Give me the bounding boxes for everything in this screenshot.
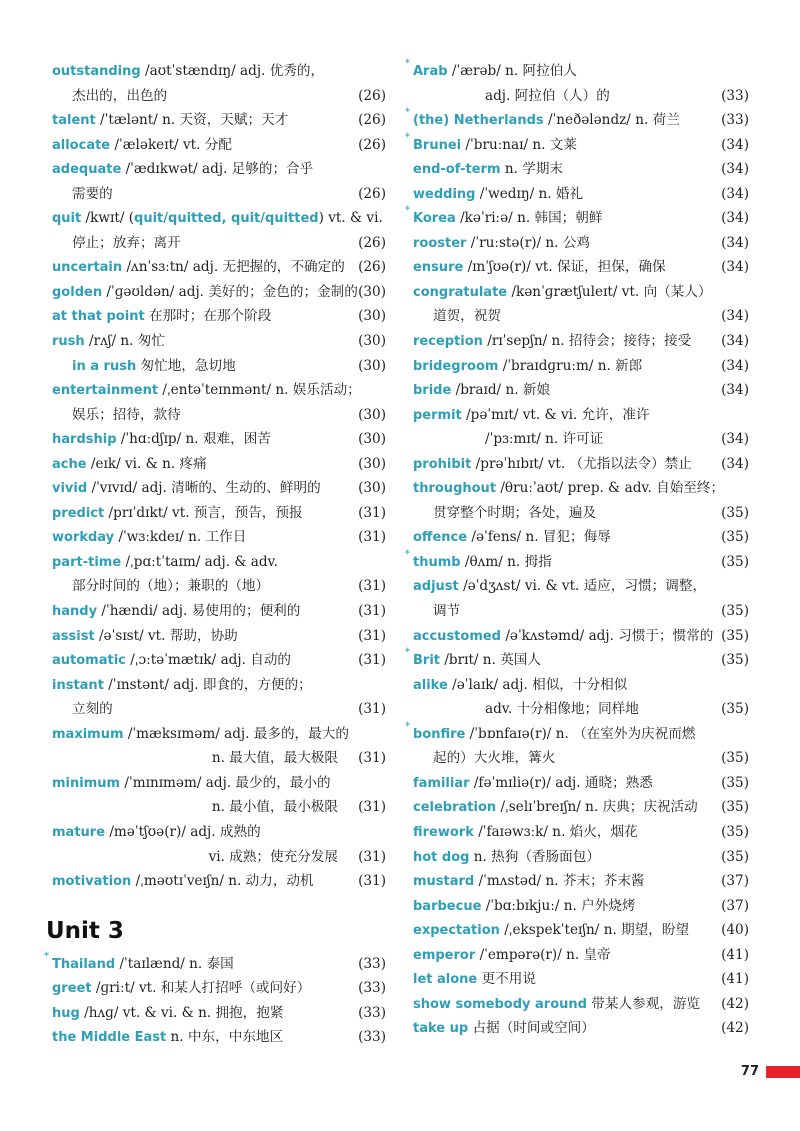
definition: 道贺，祝贺 [433,308,501,325]
definition: /ˈbraɪdɡruːm/ n. 新郎 [498,357,643,374]
definition: 贯穿整个时期；各处，遍及 [433,504,597,521]
definition: /ˈhændi/ adj. 易使用的；便利的 [97,603,301,620]
vocab-line [413,157,749,182]
headword: workday [52,530,115,546]
definition: /kwɪt/ ( [81,210,135,227]
vocab-line [52,329,386,354]
page-ref: (33) [358,1004,386,1021]
vocab-line [52,157,386,182]
asterisk-mark: * [44,950,49,962]
definition: vi. 成熟；使充分发展 [208,848,338,865]
headword: part-time [52,554,122,570]
definition: /eɪk/ vi. & n. 疼痛 [86,455,207,472]
vocab-line [52,722,386,747]
asterisk-mark: * [405,720,410,732]
definition: 杰出的，出色的 [72,87,168,104]
definition: 起的）大火堆，篝火 [433,750,556,767]
definition: 娱乐；招待，款待 [72,406,181,423]
definition: /fəˈmɪliə(r)/ adj. 通晓；熟悉 [469,774,653,791]
headword: Brit [413,653,440,669]
page-ref: (31) [358,750,386,767]
headword: maximum [52,726,124,742]
headword: mustard [413,874,475,890]
page-ref: (26) [358,185,386,202]
definition: 调节 [433,603,461,620]
page-ref: (37) [721,897,749,914]
definition: /ɪnˈʃʊə(r)/ vt. 保证，担保，确保 [463,259,666,276]
page-ref: (41) [721,971,749,988]
vocab-line [413,378,749,403]
definition: 占据（时间或空间） [468,1020,595,1037]
headword: permit [413,407,462,423]
headword: uncertain [52,260,123,276]
definition: /θʌm/ n. 拇指 [460,553,552,570]
definition: /prɪˈdɪkt/ vt. 预言，预告，预报 [104,504,303,521]
vocab-line [52,869,386,894]
headword: firework [413,824,474,840]
page-ref: (34) [721,136,749,153]
definition: /ˈbɑːbɪkjuː/ n. 户外烧烤 [481,897,636,914]
headword: Korea [413,211,456,227]
page-ref: (34) [721,259,749,276]
vocab-line [405,107,749,133]
vocab-line [413,354,749,379]
page-ref: (26) [358,234,386,251]
vocab-line [413,746,749,771]
vocab-line [52,648,386,673]
definition: /pəˈmɪt/ vt. & vi. 允许，准许 [461,406,650,423]
definition: /ˌekspekˈteɪʃn/ n. 期望，盼望 [499,922,690,939]
page-ref: (26) [358,87,386,104]
vocab-line [413,795,749,820]
definition: /rʌʃ/ n. 匆忙 [84,333,165,350]
page-ref: (33) [358,1029,386,1046]
vocab-line [413,673,749,698]
page-ref: (35) [721,848,749,865]
vocab-line [413,182,749,207]
definition: adv. 十分相像地；同样地 [485,701,639,718]
definition: /ˈruːstə(r)/ n. 公鸡 [466,234,591,251]
headword: celebration [413,800,497,816]
page-ref: (34) [721,333,749,350]
page-ref: (31) [358,701,386,718]
definition: /hʌɡ/ vt. & vi. & n. 拥抱，抱紧 [79,1004,284,1021]
unit-heading: Unit 3 [46,917,124,944]
definition: /ˈbɒnfaɪə(r)/ n. （在室外为庆祝而燃 [465,725,696,742]
definition: /ˈwedɪŋ/ n. 婚礼 [475,185,584,202]
definition: /ˌselɪˈbreɪʃn/ n. 庆典；庆祝活动 [496,799,698,816]
headword: let alone [413,972,478,988]
definition: /ˈæləkeɪt/ vt. 分配 [110,136,232,153]
vocab-line [413,624,749,649]
headword: Arab [413,64,448,79]
vocab-line [413,820,749,845]
definition: /prəˈhɪbɪt/ vt. （尤指以法令）禁止 [471,455,692,472]
vocab-line [413,427,749,452]
definition: /ɡriːt/ vt. 和某人打招呼（或问好） [91,980,311,997]
page-ref: (37) [721,873,749,890]
page-ref: (35) [721,603,749,620]
page-ref: (31) [358,529,386,546]
headword: take up [413,1021,469,1037]
definition: /əˈdʒʌst/ vi. & vt. 适应，习惯；调整， [458,578,707,595]
vocab-line [52,599,386,624]
headword: at that point [52,309,145,325]
headword: motivation [52,874,132,890]
vocab-line [52,525,386,550]
vocab-line [52,976,386,1001]
vocab-line [413,231,749,256]
vocab-line [413,574,749,599]
vocab-line [405,58,749,84]
vocab-line [52,476,386,501]
definition: n. 中东，中东地区 [166,1029,284,1046]
page-ref: (34) [721,357,749,374]
vocab-line [405,205,749,231]
headword: expectation [413,923,500,939]
page-ref: (35) [721,799,749,816]
definition: /ʌnˈsɜːtn/ adj. 无把握的，不确定的 [122,259,345,276]
vocab-line [413,84,749,109]
headword: allocate [52,137,111,153]
vocab-line [413,943,749,968]
vocab-line [52,820,386,845]
asterisk-mark: * [405,107,410,119]
headword: golden [52,284,103,300]
vocab-line [52,108,386,133]
vocab-line [413,501,749,526]
vocab-line [52,452,386,477]
definition: /əˈfens/ n. 冒犯；侮辱 [467,529,611,546]
definition: 匆忙地，急切地 [136,357,236,374]
page-ref: (26) [358,259,386,276]
headword: in a rush [72,358,137,374]
headword: hug [52,1005,80,1021]
page-ref: (30) [358,406,386,423]
vocab-line [52,1025,386,1050]
headword: entertainment [52,383,159,399]
definition: /ˌməʊtɪˈveɪʃn/ n. 动力，动机 [131,873,314,890]
page-ref: (42) [721,995,749,1012]
page-ref: (34) [721,185,749,202]
page-ref: (31) [358,799,386,816]
page-ref: (33) [358,980,386,997]
page-ref: (34) [721,234,749,251]
definition: /ˈbruːnaɪ/ n. 文莱 [461,136,577,153]
definition: /ˈmæksɪməm/ adj. 最多的，最大的 [123,725,349,742]
page-ref: (35) [721,750,749,767]
headword: rush [52,334,85,350]
definition: /ˈɪnstənt/ adj. 即食的，方便的； [103,676,312,693]
definition: /ˈtaɪlænd/ n. 泰国 [115,955,234,972]
vocab-line [52,231,386,256]
definition: n. 热狗（香肠面包） [469,848,600,865]
asterisk-mark: * [405,131,410,143]
vocab-line [413,869,749,894]
headword: talent [52,113,96,129]
headword: automatic [52,653,126,669]
page-ref: (30) [358,308,386,325]
page-ref: (35) [721,627,749,644]
headword: ensure [413,260,464,276]
headword: throughout [413,481,497,497]
headword: Thailand [52,956,116,972]
vocab-line [413,845,749,870]
vocab-line [413,697,749,722]
definition: /brɪt/ n. 英国人 [440,652,541,669]
definition: /ˈpɜːmɪt/ n. 许可证 [485,431,604,448]
definition: /ˈmʌstəd/ n. 芥末；芥末酱 [474,873,645,890]
headword: bride [413,383,452,399]
definition: n. 学期末 [500,161,564,178]
page-ref: (40) [721,922,749,939]
asterisk-mark: * [405,548,410,560]
vocab-line [52,845,386,870]
headword: end-of-term [413,162,501,178]
headword: show somebody around [413,996,587,1012]
headword: outstanding [52,64,141,79]
headword: prohibit [413,456,472,472]
page-ref: (30) [358,455,386,472]
definition: /θruːˈaʊt/ prep. & adv. 自始至终； [496,480,725,497]
headword: familiar [413,775,470,791]
definition: /ˈwɜːkdeɪ/ n. 工作日 [114,529,247,546]
vocab-line [52,697,386,722]
vocab-line [52,1001,386,1026]
vocab-line [52,84,386,109]
page-ref: (26) [358,136,386,153]
headword: accustomed [413,628,501,644]
vocab-line [405,548,749,575]
headword: bridegroom [413,358,499,374]
vocab-line [413,599,749,624]
vocab-line [52,427,386,452]
definition: adj. 阿拉伯（人）的 [485,87,610,104]
vocab-line [413,894,749,919]
definition: /əˈsɪst/ vt. 帮助，协助 [94,627,238,644]
headword: quit [52,211,82,227]
vocab-line [413,525,749,550]
page-ref: (31) [358,848,386,865]
definition: /ˈmɪnɪməm/ adj. 最少的，最小的 [120,774,331,791]
definition: /ˈtælənt/ n. 天资，天赋；天才 [95,112,289,129]
page-ref: (30) [358,333,386,350]
headword: mature [52,824,106,840]
page-ref: (35) [721,529,749,546]
page-ref: (31) [358,873,386,890]
definition: /kəˈriːə/ n. 韩国；朝鲜 [455,210,603,227]
definition: /ˈærəb/ n. 阿拉伯人 [447,63,577,79]
vocab-line [413,280,749,305]
page-ref: (35) [721,553,749,570]
vocab-line [413,1016,749,1041]
headword: predict [52,505,105,521]
page-ref: (31) [358,578,386,595]
definition: /braɪd/ n. 新娘 [451,382,551,399]
page-ref: (30) [358,431,386,448]
headword-forms: quit/quitted, quit/quitted [134,211,319,227]
vocab-line [52,354,386,379]
headword: rooster [413,235,467,251]
vocab-line [413,304,749,329]
vocab-line [52,206,386,231]
vocab-line [44,950,386,977]
definition: /ˌentəˈteɪnmənt/ n. 娱乐活动； [158,382,361,399]
definition: /ˌpɑːtˈtaɪm/ adj. & adv. [121,553,278,570]
vocab-line [413,967,749,992]
definition: /ˈfaɪəwɜːk/ n. 焰火，烟花 [473,823,638,840]
definition: /məˈtʃʊə(r)/ adj. 成熟的 [105,823,261,840]
page-ref: (34) [721,308,749,325]
vocab-line [405,647,749,673]
headword: adjust [413,579,459,595]
page-ref: (41) [721,946,749,963]
page-ref: (34) [721,455,749,472]
definition: /ˈempərə(r)/ n. 皇帝 [475,946,611,963]
definition: /əˈlaɪk/ adj. 相似，十分相似 [447,676,628,693]
page-ref: (31) [358,603,386,620]
definition: 部分时间的（地）；兼职的（地） [72,578,270,595]
page-ref: (35) [721,701,749,718]
definition: 在那时；在那个阶段 [144,308,272,325]
definition-tail: ) vt. & vi. [318,210,383,227]
headword: hot dog [413,849,470,865]
left-column [44,59,386,1050]
vocab-line [52,304,386,329]
definition: 立刻的 [72,701,113,718]
vocab-line [413,329,749,354]
definition: /əˈkʌstəmd/ adj. 习惯于；惯常的 [501,627,714,644]
page-ref: (33) [721,87,749,104]
headword: adequate [52,162,122,178]
vocab-line [413,918,749,943]
vocab-line [413,403,749,428]
page-ref: (34) [721,161,749,178]
headword: Brunei [413,137,462,153]
page-ref: (30) [358,283,386,300]
headword: (the) Netherlands [413,113,544,129]
vocab-line [413,255,749,280]
vocab-line [405,131,749,158]
page-ref: (30) [358,480,386,497]
headword: wedding [413,186,476,202]
vocab-line [52,574,386,599]
vocab-line [52,59,386,84]
page-ref: (31) [358,652,386,669]
headword: hardship [52,432,117,448]
vocab-line [413,476,749,501]
page-ref: (30) [358,357,386,374]
vocab-line [52,550,386,575]
vocab-line [405,720,749,747]
headword: bonfire [413,726,466,742]
definition: /ˈvɪvɪd/ adj. 清晰的、生动的、鲜明的 [87,480,321,497]
headword: instant [52,677,104,693]
vocab-line [52,403,386,428]
vocab-line [52,673,386,698]
page-ref: (34) [721,210,749,227]
page-ref: (42) [721,1020,749,1037]
vocab-line [52,746,386,771]
definition: 更不用说 [477,971,536,988]
vocab-line [52,255,386,280]
page-number: 77 [740,1064,759,1079]
page-ref: (33) [721,112,749,129]
definition: /ˈɡəʊldən/ adj. 美好的；金色的；金制的 [102,283,358,300]
headword: ache [52,456,87,472]
page-ref: (35) [721,823,749,840]
asterisk-mark: * [405,58,410,69]
vocab-line [52,795,386,820]
page-ref: (34) [721,431,749,448]
vocab-line [413,452,749,477]
definition: 带某人参观，游览 [586,995,701,1012]
vocab-line [52,771,386,796]
definition: 停止；放弃；离开 [72,234,181,251]
definition: /rɪˈsepʃn/ n. 招待会；接待；接受 [482,333,692,350]
right-column [405,58,749,1041]
headword: thumb [413,554,461,570]
vocab-line [413,771,749,796]
vocab-line [52,624,386,649]
page-ref: (35) [721,774,749,791]
headword: emperor [413,947,476,963]
asterisk-mark: * [405,205,410,217]
page-ref: (33) [358,955,386,972]
page-number-bar [766,1066,800,1078]
page-ref: (35) [721,504,749,521]
page-ref: (35) [721,652,749,669]
headword: greet [52,981,92,997]
headword: barbecue [413,898,482,914]
headword: minimum [52,775,121,791]
vocab-line [413,992,749,1017]
headword: offence [413,530,468,546]
definition: 需要的 [72,185,113,202]
headword: alike [413,677,448,693]
headword: reception [413,334,483,350]
headword: assist [52,628,95,644]
definition: n. 最小值，最小极限 [211,799,338,816]
definition: /ˈædɪkwət/ adj. 足够的；合乎 [121,161,314,178]
asterisk-mark: * [405,647,410,659]
vocab-line [52,133,386,158]
page-ref: (31) [358,504,386,521]
headword: handy [52,604,98,620]
vocab-line [52,501,386,526]
headword: congratulate [413,284,508,300]
definition: n. 最大值，最大极限 [211,750,338,767]
definition: /ˌɔːtəˈmætɪk/ adj. 自动的 [125,652,292,669]
definition: /ˈhɑːdʃɪp/ n. 艰难，困苦 [116,431,271,448]
vocab-line [52,182,386,207]
vocab-line [52,378,386,403]
vocab-line [52,280,386,305]
page-ref: (31) [358,627,386,644]
headword: the Middle East [52,1030,167,1046]
headword: vivid [52,481,88,497]
definition: /aʊtˈstændɪŋ/ adj. 优秀的， [140,63,325,79]
page-ref: (34) [721,382,749,399]
definition: /kənˈɡrætʃuleɪt/ vt. 向（某人） [507,283,712,300]
definition: /ˈneðələndz/ n. 荷兰 [543,112,680,129]
page-ref: (26) [358,112,386,129]
